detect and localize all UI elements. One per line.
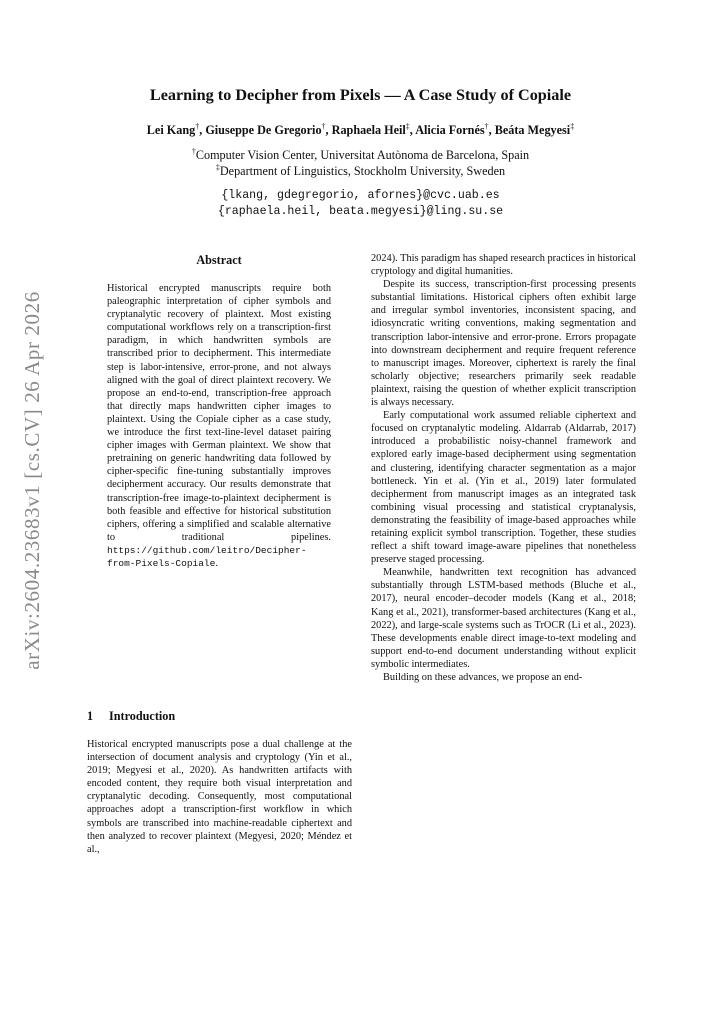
author-name: Lei Kang xyxy=(146,123,196,137)
left-column-text xyxy=(87,738,352,856)
arxiv-side-stamp xyxy=(12,290,52,670)
affiliation-text: Department of Linguistics, Stockholm University, Sweden xyxy=(219,164,506,178)
affiliation-mark: † xyxy=(191,147,196,156)
abstract-body xyxy=(107,282,331,570)
affiliation xyxy=(0,163,721,179)
affiliation xyxy=(0,147,721,163)
author-mark: ‡ xyxy=(405,122,410,131)
paragraph: 2024). This paradigm has shaped research practices in historical cryptology and digital humanities. xyxy=(371,253,636,278)
email-line: {lkang, gdegregorio, afornes}@cvc.uab.es xyxy=(221,189,500,202)
author-mark: ‡ xyxy=(570,122,575,131)
author-name: Beáta Megyesi xyxy=(494,123,571,137)
author-name: Alicia Fornés xyxy=(415,123,485,137)
repository-link[interactable]: https://github.com/leitro/Decipher-from-Pixels-Copiale xyxy=(107,544,307,569)
abstract-heading: Abstract xyxy=(196,253,242,267)
section-number: 1 xyxy=(87,709,94,723)
arxiv-identifier: arXiv:2604.23683v1 [cs.CV] 26 Apr 2026 xyxy=(19,290,44,670)
author-mark: † xyxy=(195,122,200,131)
email-line: {raphaela.heil, beata.megyesi}@ling.su.se xyxy=(217,205,504,218)
paragraph: Despite its success, transcription-first processing presents substantial limitations. Historical ciphers often exhibit large and irregular symbol inventories, inconsistent spacing, and idiosyncratic writing conventions, making segmentation and transcription labor-intensive and error-prone. Errors propagate into downstream decipherment and require frequent reference to manuscript images. Moreover, ciphertext is rarely the final scholarly objective; researchers primarily seek readable plaintext, raising the question of whether explicit transcription is always necessary. xyxy=(371,279,636,409)
author-mark: † xyxy=(484,122,489,131)
author-name: Giuseppe De Gregorio xyxy=(205,123,322,137)
abstract-text: Historical encrypted manuscripts require both paleographic interpretation of cipher symbols and cryptanalytic recovery of plaintext. Most existing computational workflows rely on a transcription-first paradigm, in which handwritten symbols are transcribed prior to decipherment. This intermediate step is labor-intensive, error-prone, and not always aligned with the goal of direct plaintext recovery. We propose an end-to-end, transcription-free approach that directly maps handwritten cipher images to plaintext. Using the Copiale cipher as a case study, we introduce the first text-line-level dataset pairing cipher images with German plaintext. We show that pretraining on generic handwriting data followed by cipher-specific fine-tuning substantially improves decipherment accuracy. Our results demonstrate that transcription-free image-to-plaintext decipherment is both feasible and effective for historical substitution ciphers, offering a simplified and scalable alternative to traditional pipelines. xyxy=(107,283,331,543)
author-mark: † xyxy=(321,122,326,131)
section-title: Introduction xyxy=(109,709,176,723)
paragraph: Early computational work assumed reliable ciphertext and focused on cryptanalytic modeling. Aldarrab (Aldarrab, 2017) introduced a probabilistic noisy-channel framework and explored early image-based decipherment using segmentation and clustering, identifying character segmentation as a major bottleneck. Yin et al. (Yin et al., 2019) later formulated decipherment from manuscript images as an integrated task combining visual processing and statistical cryptanalysis, demonstrating the feasibility of image-based approaches while retaining explicit symbol transcription. Together, these studies reflect a shift toward image-aware pipelines that nonetheless preserve staged processing. xyxy=(371,410,636,566)
affiliation-text: Computer Vision Center, Universitat Autònoma de Barcelona, Spain xyxy=(195,148,530,162)
author-list: Lei Kang†, Giuseppe De Gregorio†, Raphaela Heil‡, Alicia Fornés†, Beáta Megyesi‡ xyxy=(146,122,575,137)
section-heading xyxy=(87,709,175,724)
right-column-text xyxy=(371,252,636,684)
abstract-end: . xyxy=(215,557,218,569)
paragraph: Building on these advances, we propose an end- xyxy=(383,672,583,683)
affiliation-mark: ‡ xyxy=(215,163,220,172)
paragraph: Historical encrypted manuscripts pose a dual challenge at the intersection of document analysis and cryptology (Yin et al., 2019; Megyesi et al., 2020). As handwritten artifacts with encoded content, they require both visual interpretation and cryptanalytic decoding. Consequently, most computational approaches adopt a transcription-first workflow in which symbols are transcribed into machine-readable ciphertext and then analyzed to recover plaintext (Megyesi, 2020; Méndez et al., xyxy=(87,739,352,855)
author-name: Raphaela Heil xyxy=(331,123,406,137)
paragraph: Meanwhile, handwritten text recognition has advanced substantially through LSTM-based methods (Bluche et al., 2017), neural encoder–decoder models (Kang et al., 2018; Kang et al., 2021), transformer-based architectures (Kang et al., 2022), and large-scale systems such as TrOCR (Li et al., 2023). These developments enable direct image-to-text modeling and support end-to-end document understanding without explicit symbolic intermediates. xyxy=(371,567,636,670)
paper-title: Learning to Decipher from Pixels — A Case Study of Copiale xyxy=(149,86,572,104)
